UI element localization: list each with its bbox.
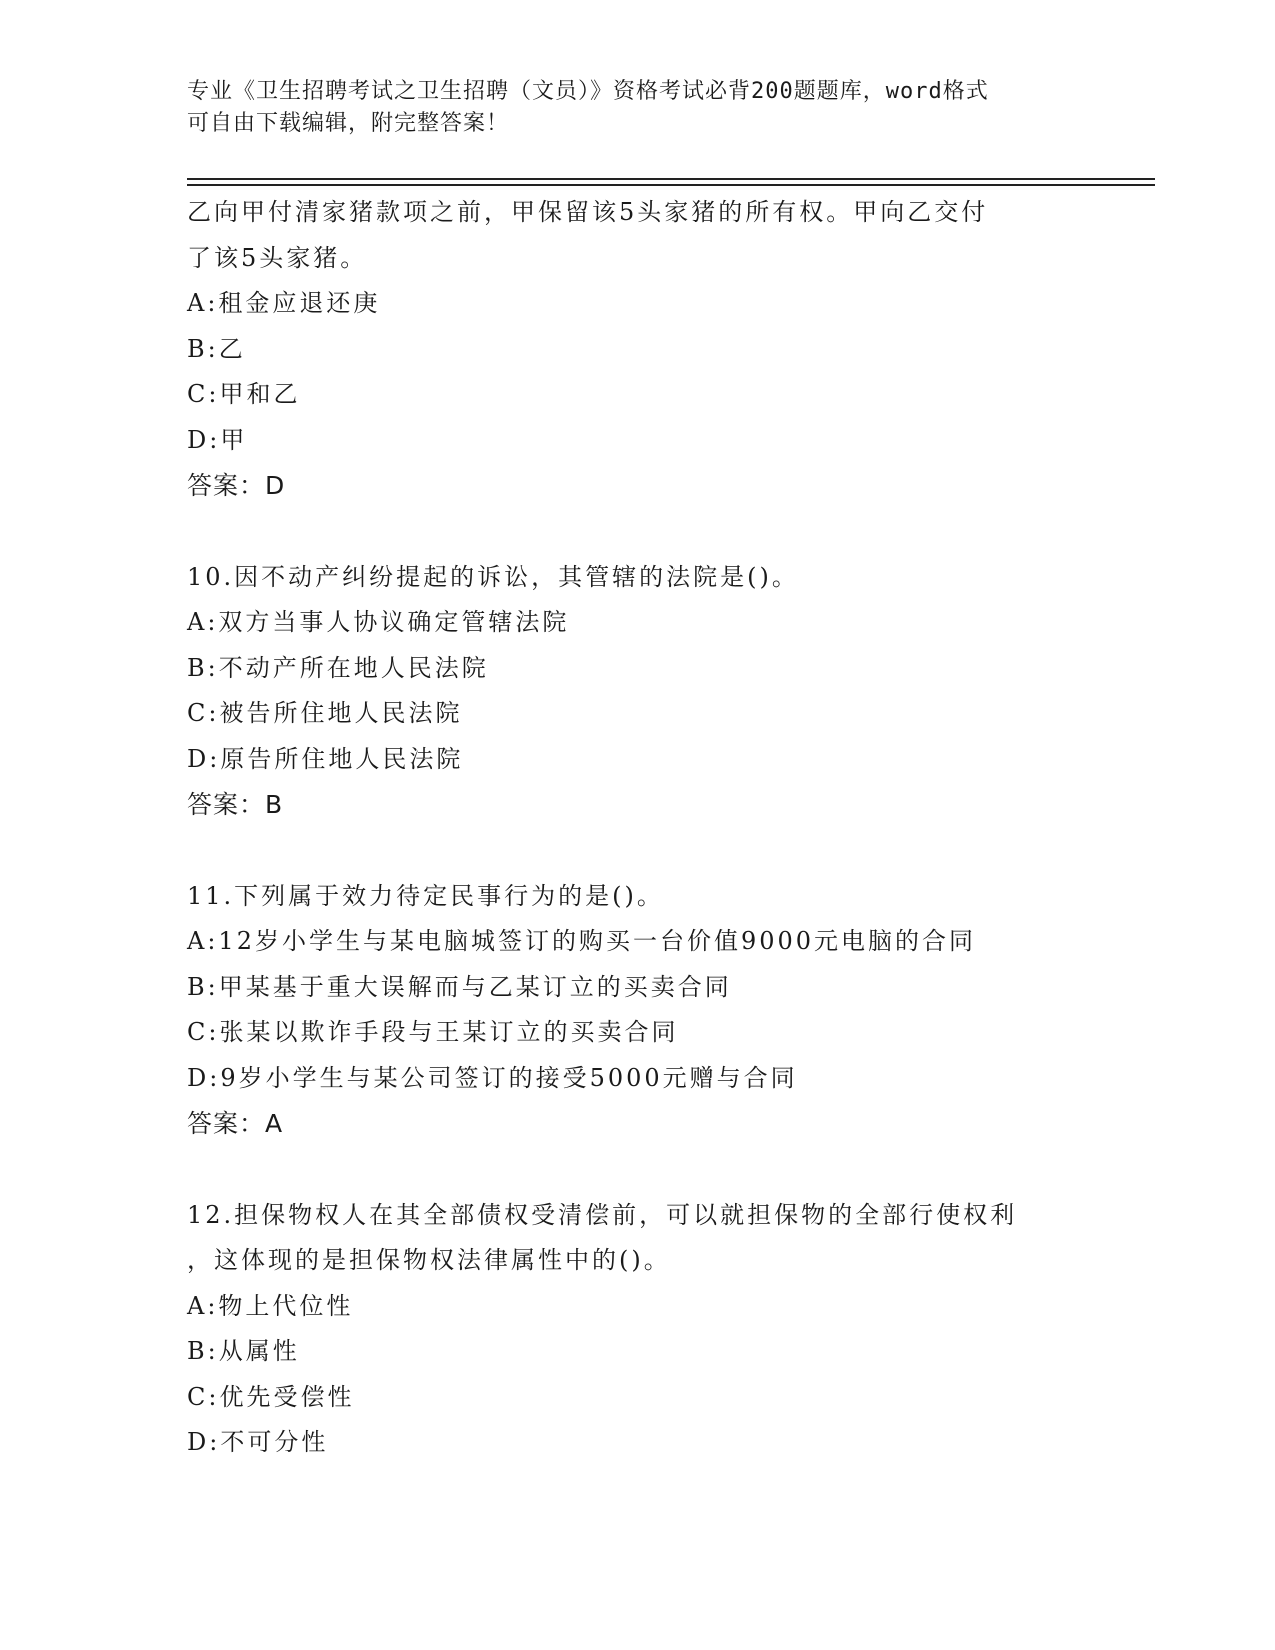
question-text-line: 乙向甲付清家猪款项之前，甲保留该5头家猪的所有权。甲向乙交付 bbox=[187, 198, 989, 226]
option-text: 原告所住地人民法院 bbox=[220, 744, 464, 773]
header-line-2: 可自由下载编辑，附完整答案！ bbox=[187, 111, 510, 136]
option-c bbox=[187, 1010, 1147, 1056]
option-c bbox=[187, 372, 1147, 418]
option-text: 不动产所在地人民法院 bbox=[218, 653, 489, 682]
option-key: B: bbox=[187, 653, 219, 682]
header-line-1: 专业《卫生招聘考试之卫生招聘（文员）》资格考试必背200题题库，word格式 bbox=[187, 79, 989, 104]
option-b bbox=[187, 965, 1147, 1011]
option-key: A: bbox=[187, 608, 219, 636]
option-d bbox=[187, 418, 1147, 464]
answer-line: 答案：A bbox=[187, 1109, 284, 1138]
option-text: 双方当事人协议确定管辖法院 bbox=[218, 608, 570, 636]
answer-line: 答案：B bbox=[187, 790, 284, 819]
option-text: 甲某基于重大误解而与乙某订立的买卖合同 bbox=[218, 972, 732, 1001]
option-text: 张某以欺诈手段与王某订立的买卖合同 bbox=[219, 1018, 679, 1046]
document-header bbox=[187, 76, 1087, 140]
header-divider-bottom bbox=[187, 184, 1155, 186]
block-spacer bbox=[187, 828, 1147, 874]
option-text: 从属性 bbox=[218, 1337, 300, 1365]
question-text-line: 了该5头家猪。 bbox=[187, 243, 368, 272]
option-text: 被告所住地人民法院 bbox=[219, 699, 463, 727]
option-c bbox=[187, 691, 1147, 737]
answer-line: 答案：D bbox=[187, 471, 286, 500]
option-text: 不可分性 bbox=[220, 1428, 329, 1456]
option-d bbox=[187, 737, 1147, 783]
option-text: 甲 bbox=[220, 425, 248, 454]
question-list bbox=[187, 190, 1147, 1466]
question-text-line: 11.下列属于效力待定民事行为的是()。 bbox=[187, 881, 664, 910]
question-text-line: 12.担保物权人在其全部债权受清偿前，可以就担保物的全部行使权利 bbox=[187, 1200, 1018, 1229]
header-divider-top bbox=[187, 178, 1155, 180]
option-text: 12岁小学生与某电脑城签订的购买一台价值9000元电脑的合同 bbox=[218, 927, 977, 955]
option-key: C: bbox=[187, 380, 220, 408]
option-key: B: bbox=[187, 334, 219, 363]
option-b bbox=[187, 1329, 1147, 1375]
option-d bbox=[187, 1056, 1147, 1102]
option-key: B: bbox=[187, 972, 219, 1001]
option-key: A: bbox=[187, 927, 219, 955]
option-key: D: bbox=[187, 744, 221, 773]
question-text-line: 10.因不动产纠纷提起的诉讼，其管辖的法院是()。 bbox=[187, 562, 799, 591]
option-key: C: bbox=[187, 1382, 220, 1411]
option-key: D: bbox=[187, 1428, 221, 1456]
question-block bbox=[187, 555, 1147, 828]
question-block bbox=[187, 190, 1147, 509]
option-key: C: bbox=[187, 699, 220, 727]
option-text: 优先受偿性 bbox=[219, 1382, 355, 1411]
option-a bbox=[187, 1284, 1147, 1330]
option-c bbox=[187, 1375, 1147, 1421]
option-d bbox=[187, 1420, 1147, 1466]
option-text: 甲和乙 bbox=[219, 380, 301, 408]
option-text: 乙 bbox=[218, 334, 246, 363]
option-a bbox=[187, 919, 1147, 965]
option-a bbox=[187, 281, 1147, 327]
option-key: D: bbox=[187, 1063, 221, 1092]
option-a bbox=[187, 600, 1147, 646]
option-b bbox=[187, 646, 1147, 692]
option-text: 租金应退还庚 bbox=[218, 289, 381, 317]
question-block bbox=[187, 874, 1147, 1147]
option-text: 9岁小学生与某公司签订的接受5000元赠与合同 bbox=[220, 1063, 798, 1092]
option-key: A: bbox=[187, 289, 219, 317]
question-text-line: ，这体现的是担保物权法律属性中的()。 bbox=[187, 1246, 671, 1274]
option-text: 物上代位性 bbox=[218, 1291, 354, 1320]
block-spacer bbox=[187, 509, 1147, 555]
option-key: A: bbox=[187, 1291, 219, 1320]
option-key: B: bbox=[187, 1337, 219, 1365]
question-block bbox=[187, 1193, 1147, 1466]
option-b bbox=[187, 327, 1147, 373]
block-spacer bbox=[187, 1147, 1147, 1193]
option-key: C: bbox=[187, 1018, 220, 1046]
option-key: D: bbox=[187, 425, 221, 454]
